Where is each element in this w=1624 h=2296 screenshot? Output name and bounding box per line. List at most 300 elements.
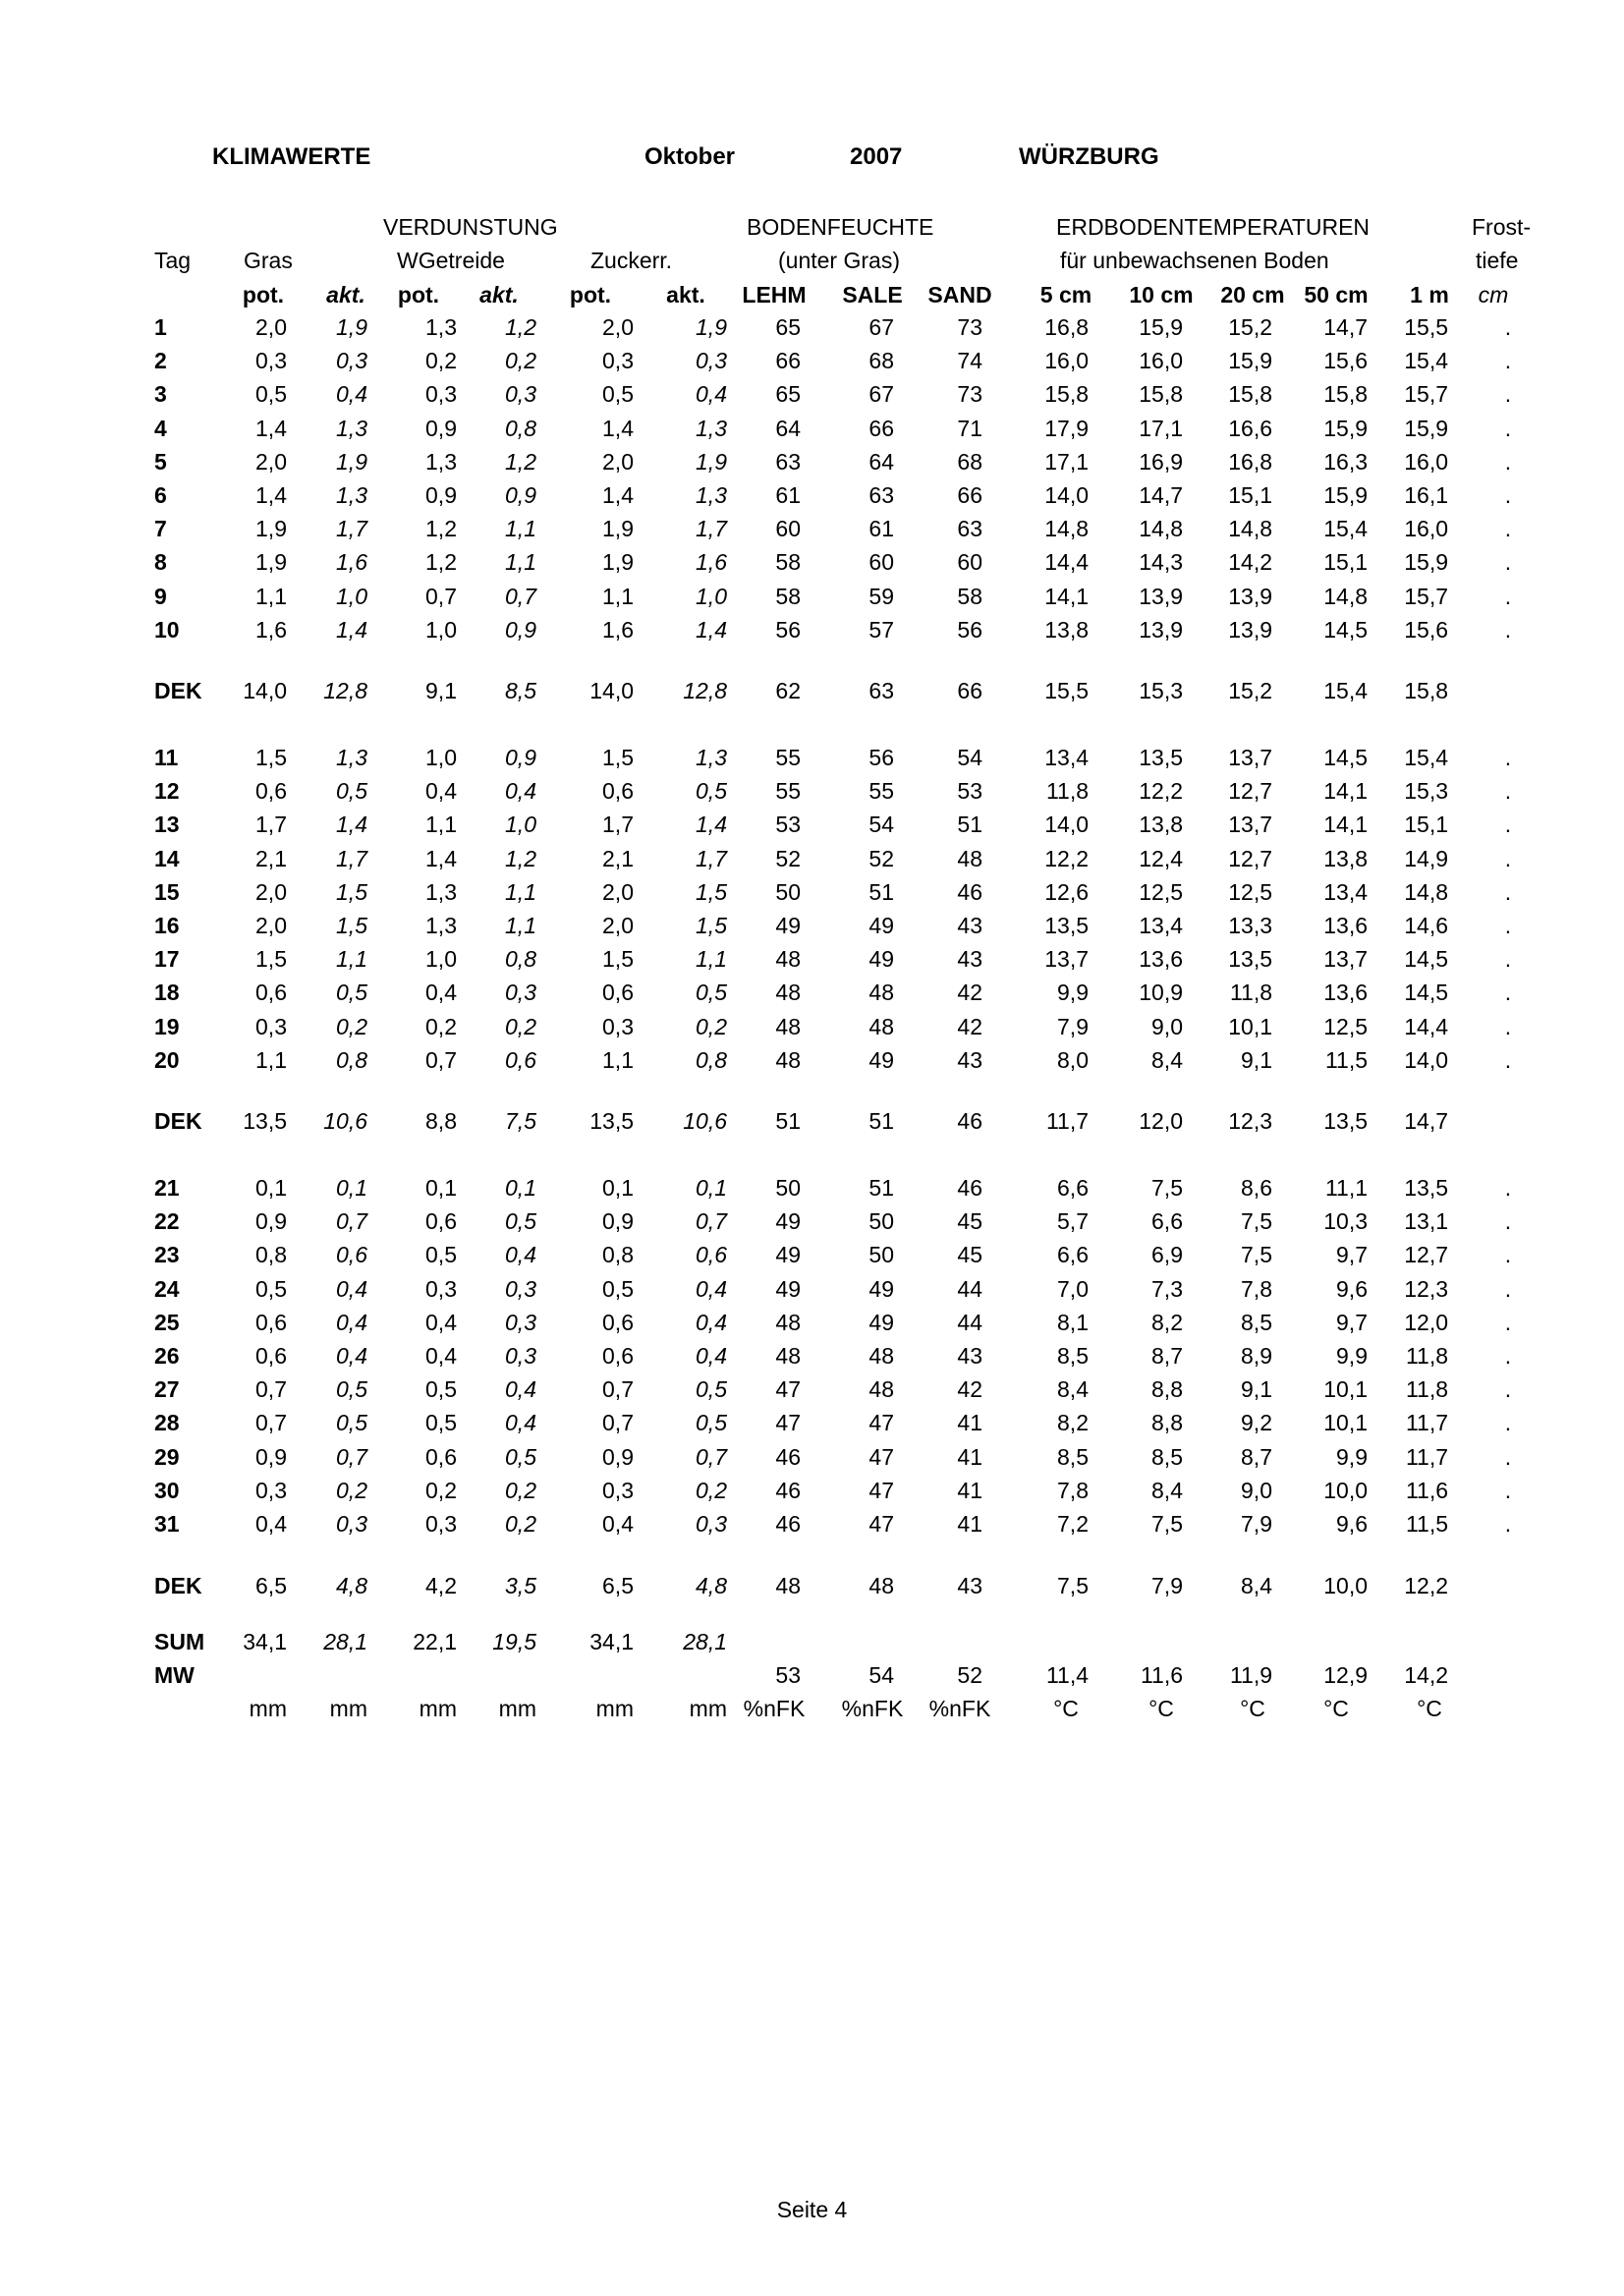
cell-sand: 45 — [957, 1242, 982, 1268]
cell-t20cm: 13,7 — [1228, 812, 1272, 838]
cell-wgetreide-pot: 0,4 — [425, 778, 457, 805]
day-label: 7 — [154, 516, 167, 542]
page-footer: Seite 4 — [776, 2197, 848, 2222]
cell-t5cm: 8,0 — [1057, 1046, 1089, 1073]
cell-sale: 68 — [868, 348, 894, 374]
cell-sand: 54 — [957, 745, 982, 770]
cell-t10cm: 7,5 — [1151, 1511, 1183, 1537]
cell-zuckerr-pot: 1,6 — [602, 616, 634, 643]
cell-sand: 41 — [957, 1410, 982, 1436]
cell-t50cm: 15,4 — [1323, 678, 1368, 703]
cell-sale: 57 — [868, 616, 894, 643]
day-label: 16 — [154, 913, 180, 938]
cell-gras-akt: 1,9 — [336, 314, 367, 340]
cell-gras-pot: 1,4 — [255, 415, 287, 441]
cell-t5cm: 15,5 — [1044, 678, 1089, 703]
cell-t1m: 13,1 — [1404, 1208, 1448, 1235]
subheader-frosttiefe: cm — [1478, 282, 1509, 308]
cell-gras-akt: 0,5 — [336, 980, 367, 1006]
cell-gras-pot: 0,1 — [255, 1175, 287, 1201]
cell-gras-pot: 2,0 — [255, 878, 287, 905]
cell-t10cm: 6,6 — [1151, 1208, 1183, 1235]
cell-t5cm: 15,8 — [1044, 381, 1089, 408]
cell-frosttiefe: . — [1504, 1046, 1512, 1073]
cell-frosttiefe: . — [1504, 980, 1512, 1006]
cell-lehm: 49 — [775, 1275, 801, 1302]
cell-t20cm: °C — [1240, 1696, 1265, 1721]
cell-wgetreide-akt: 1,1 — [505, 913, 536, 938]
cell-zuckerr-akt: 0,3 — [696, 348, 727, 374]
cell-zuckerr-akt: 4,8 — [696, 1573, 727, 1598]
cell-zuckerr-pot: 1,4 — [602, 482, 634, 508]
cell-t5cm: 13,7 — [1044, 946, 1089, 973]
cell-t50cm: 9,9 — [1336, 1343, 1368, 1369]
cell-t1m: 14,6 — [1404, 913, 1448, 938]
cell-t50cm: 15,4 — [1323, 516, 1368, 542]
cell-zuckerr-akt: 1,4 — [696, 812, 727, 838]
cell-t1m: 13,5 — [1404, 1175, 1448, 1201]
cell-wgetreide-pot: 1,2 — [425, 549, 457, 576]
cell-t20cm: 12,5 — [1228, 878, 1272, 905]
cell-t1m: 11,8 — [1405, 1343, 1448, 1369]
cell-t1m: 14,0 — [1404, 1046, 1448, 1073]
cell-sand: 63 — [957, 516, 982, 542]
cell-sale: 56 — [868, 745, 894, 770]
cell-t1m: 11,8 — [1405, 1376, 1448, 1403]
cell-lehm: 48 — [775, 980, 801, 1006]
cell-t5cm: 16,8 — [1044, 314, 1089, 340]
cell-t10cm: 12,5 — [1139, 878, 1183, 905]
cell-t5cm: 7,0 — [1057, 1275, 1089, 1302]
cell-t10cm: 10,9 — [1139, 980, 1183, 1006]
cell-t50cm: 14,5 — [1323, 616, 1368, 643]
cell-t50cm: °C — [1323, 1696, 1349, 1721]
cell-gras-akt: 0,5 — [336, 778, 367, 805]
cell-gras-pot: 2,0 — [255, 913, 287, 938]
cell-wgetreide-akt: 0,4 — [505, 1376, 536, 1403]
cell-wgetreide-akt: 0,8 — [505, 946, 536, 973]
cell-frosttiefe: . — [1504, 415, 1512, 441]
cell-wgetreide-pot: 1,3 — [425, 448, 457, 475]
cell-frosttiefe: . — [1504, 482, 1512, 508]
cell-t20cm: 8,9 — [1241, 1343, 1272, 1369]
cell-lehm: 58 — [775, 549, 801, 576]
cell-t20cm: 7,5 — [1241, 1242, 1272, 1268]
cell-sand: 43 — [957, 1046, 982, 1073]
cell-t1m: 11,6 — [1405, 1477, 1448, 1503]
cell-zuckerr-akt: 0,1 — [696, 1175, 727, 1201]
header-gras: Gras — [244, 248, 293, 273]
cell-t20cm: 15,8 — [1228, 381, 1272, 408]
cell-gras-akt: 0,4 — [336, 1343, 367, 1369]
day-label: 18 — [154, 980, 180, 1006]
subheader-t10cm: 10 cm — [1129, 282, 1194, 308]
cell-gras-akt: 0,2 — [336, 1477, 367, 1503]
cell-t1m: 15,9 — [1404, 549, 1448, 576]
cell-wgetreide-akt: 1,2 — [505, 314, 536, 340]
cell-wgetreide-pot: 0,9 — [425, 482, 457, 508]
month-label: Oktober — [644, 143, 736, 170]
cell-gras-akt: 1,7 — [336, 845, 367, 871]
cell-gras-akt: 0,5 — [336, 1410, 367, 1436]
cell-zuckerr-pot: 34,1 — [589, 1629, 634, 1654]
cell-t20cm: 15,2 — [1228, 678, 1272, 703]
cell-t50cm: 11,5 — [1324, 1046, 1368, 1073]
cell-t50cm: 15,6 — [1323, 348, 1368, 374]
cell-lehm: 48 — [775, 1013, 801, 1039]
cell-sale: 51 — [868, 878, 894, 905]
cell-lehm: 62 — [775, 678, 801, 703]
day-label: 27 — [154, 1376, 180, 1403]
cell-t20cm: 15,9 — [1228, 348, 1272, 374]
cell-t5cm: 8,5 — [1057, 1343, 1089, 1369]
cell-lehm: 66 — [775, 348, 801, 374]
cell-sale: 47 — [868, 1410, 894, 1436]
dekade-label: DEK — [154, 1573, 202, 1598]
cell-zuckerr-pot: 0,5 — [602, 1275, 634, 1302]
cell-lehm: 53 — [775, 1662, 801, 1688]
cell-sale: 52 — [868, 845, 894, 871]
cell-sale: 59 — [868, 583, 894, 609]
cell-zuckerr-akt: 1,5 — [696, 878, 727, 905]
cell-sand: 74 — [957, 348, 982, 374]
cell-zuckerr-akt: 0,6 — [696, 1242, 727, 1268]
cell-wgetreide-akt: 0,3 — [505, 980, 536, 1006]
cell-gras-akt: 1,5 — [336, 878, 367, 905]
cell-frosttiefe: . — [1504, 1275, 1512, 1302]
cell-lehm: 49 — [775, 913, 801, 938]
day-label: 30 — [154, 1477, 180, 1503]
cell-t1m: 16,0 — [1404, 516, 1448, 542]
cell-lehm: 51 — [775, 1108, 801, 1134]
cell-t5cm: 7,5 — [1057, 1573, 1089, 1598]
cell-zuckerr-pot: 2,0 — [602, 448, 634, 475]
cell-t20cm: 8,7 — [1241, 1443, 1272, 1470]
cell-sale: 63 — [868, 482, 894, 508]
cell-t20cm: 13,9 — [1228, 616, 1272, 643]
cell-t50cm: 10,3 — [1323, 1208, 1368, 1235]
cell-sand: 52 — [957, 1662, 982, 1688]
header-tag: Tag — [154, 248, 192, 273]
cell-t10cm: 15,3 — [1139, 678, 1183, 703]
cell-t50cm: 9,6 — [1336, 1511, 1368, 1537]
cell-gras-akt: 0,7 — [336, 1208, 367, 1235]
subheader-wgetreide-akt: akt. — [479, 282, 519, 308]
cell-gras-pot: 0,8 — [255, 1242, 287, 1268]
cell-sale: 51 — [868, 1175, 894, 1201]
cell-t20cm: 9,1 — [1241, 1376, 1272, 1403]
cell-t20cm: 7,5 — [1241, 1208, 1272, 1235]
cell-lehm: 65 — [775, 381, 801, 408]
cell-t10cm: 6,9 — [1151, 1242, 1183, 1268]
cell-zuckerr-akt: 1,7 — [696, 845, 727, 871]
cell-gras-akt: 0,4 — [336, 1275, 367, 1302]
cell-zuckerr-akt: 0,2 — [696, 1477, 727, 1503]
cell-lehm: 46 — [775, 1477, 801, 1503]
cell-zuckerr-pot: 0,1 — [602, 1175, 634, 1201]
cell-sand: 68 — [957, 448, 982, 475]
cell-gras-pot: 0,3 — [255, 348, 287, 374]
cell-zuckerr-pot: 0,8 — [602, 1242, 634, 1268]
cell-gras-pot: 1,9 — [255, 549, 287, 576]
cell-frosttiefe: . — [1504, 878, 1512, 905]
day-label: 26 — [154, 1343, 180, 1369]
cell-t20cm: 9,1 — [1241, 1046, 1272, 1073]
cell-t10cm: 14,7 — [1139, 482, 1183, 508]
cell-sand: 42 — [957, 980, 982, 1006]
cell-t50cm: 14,5 — [1323, 745, 1368, 770]
cell-t1m: 15,4 — [1404, 348, 1448, 374]
cell-wgetreide-akt: 0,4 — [505, 1410, 536, 1436]
day-label: 21 — [154, 1175, 180, 1201]
cell-wgetreide-pot: 1,3 — [425, 314, 457, 340]
cell-t10cm: 13,9 — [1139, 583, 1183, 609]
cell-lehm: 55 — [775, 745, 801, 770]
cell-gras-akt: 12,8 — [323, 678, 367, 703]
cell-wgetreide-pot: 9,1 — [425, 678, 457, 703]
cell-t20cm: 14,8 — [1228, 516, 1272, 542]
cell-t1m: 16,0 — [1404, 448, 1448, 475]
cell-frosttiefe: . — [1504, 812, 1512, 838]
subheader-zuckerr-akt: akt. — [666, 282, 705, 308]
cell-gras-akt: 1,7 — [336, 516, 367, 542]
cell-zuckerr-pot: 0,7 — [602, 1410, 634, 1436]
cell-t50cm: 9,7 — [1336, 1309, 1368, 1335]
subheader-t50cm: 50 cm — [1304, 282, 1369, 308]
cell-wgetreide-pot: 0,5 — [425, 1242, 457, 1268]
cell-wgetreide-pot: 0,3 — [425, 381, 457, 408]
cell-wgetreide-pot: 0,3 — [425, 1275, 457, 1302]
cell-lehm: 48 — [775, 1343, 801, 1369]
cell-wgetreide-pot: 1,0 — [425, 616, 457, 643]
cell-gras-akt: 1,3 — [336, 415, 367, 441]
cell-gras-pot: 0,9 — [255, 1443, 287, 1470]
day-label: 13 — [154, 812, 180, 838]
cell-sale: 51 — [868, 1108, 894, 1134]
subheader-wgetreide-pot: pot. — [397, 282, 440, 308]
cell-zuckerr-pot: 0,4 — [602, 1511, 634, 1537]
cell-zuckerr-pot: 2,0 — [602, 314, 634, 340]
cell-sale: 48 — [868, 1376, 894, 1403]
cell-sale: 64 — [868, 448, 894, 475]
cell-sand: 73 — [957, 381, 982, 408]
cell-t10cm: 15,9 — [1139, 314, 1183, 340]
cell-zuckerr-akt: 1,3 — [696, 482, 727, 508]
cell-t5cm: 13,5 — [1044, 913, 1089, 938]
day-label: 31 — [154, 1511, 180, 1537]
cell-lehm: 63 — [775, 448, 801, 475]
cell-t5cm: 13,8 — [1044, 616, 1089, 643]
cell-wgetreide-akt: 3,5 — [505, 1573, 536, 1598]
day-label: 29 — [154, 1443, 180, 1470]
cell-zuckerr-pot: 2,0 — [602, 913, 634, 938]
cell-t10cm: 17,1 — [1139, 415, 1183, 441]
cell-t20cm: 13,7 — [1228, 745, 1272, 770]
cell-t1m: 15,8 — [1404, 678, 1448, 703]
cell-t5cm: 7,9 — [1057, 1013, 1089, 1039]
cell-wgetreide-akt: 0,2 — [505, 1013, 536, 1039]
cell-t1m: 12,7 — [1404, 1242, 1448, 1268]
cell-sand: 51 — [957, 812, 982, 838]
cell-t10cm: 8,5 — [1151, 1443, 1183, 1470]
cell-gras-akt: 1,4 — [336, 812, 367, 838]
cell-t10cm: 13,5 — [1139, 745, 1183, 770]
cell-lehm: 60 — [775, 516, 801, 542]
cell-t5cm: 7,8 — [1057, 1477, 1089, 1503]
cell-t1m: °C — [1417, 1696, 1442, 1721]
cell-zuckerr-akt: 1,7 — [696, 516, 727, 542]
cell-wgetreide-akt: 0,3 — [505, 1343, 536, 1369]
cell-t1m: 14,4 — [1404, 1013, 1448, 1039]
cell-lehm: 64 — [775, 415, 801, 441]
day-label: 24 — [154, 1275, 180, 1302]
cell-zuckerr-akt: 0,2 — [696, 1013, 727, 1039]
cell-zuckerr-akt: 1,3 — [696, 415, 727, 441]
cell-t50cm: 12,5 — [1323, 1013, 1368, 1039]
cell-frosttiefe: . — [1504, 1013, 1512, 1039]
station-label: WÜRZBURG — [1019, 143, 1159, 170]
cell-gras-akt: 0,8 — [336, 1046, 367, 1073]
cell-sand: 45 — [957, 1208, 982, 1235]
cell-t50cm: 10,0 — [1323, 1573, 1368, 1598]
cell-lehm: 61 — [775, 482, 801, 508]
cell-wgetreide-pot: 0,5 — [425, 1376, 457, 1403]
cell-sand: 41 — [957, 1511, 982, 1537]
cell-sale: 49 — [868, 913, 894, 938]
cell-gras-akt: 1,0 — [336, 583, 367, 609]
cell-lehm: 48 — [775, 1573, 801, 1598]
cell-wgetreide-akt: 0,3 — [505, 1275, 536, 1302]
cell-zuckerr-akt: 10,6 — [683, 1108, 727, 1134]
cell-t10cm: 13,4 — [1139, 913, 1183, 938]
cell-sand: 58 — [957, 583, 982, 609]
cell-t20cm: 15,2 — [1228, 314, 1272, 340]
cell-wgetreide-akt: 0,9 — [505, 745, 536, 770]
cell-zuckerr-akt: 1,1 — [696, 946, 727, 973]
cell-zuckerr-pot: 0,6 — [602, 1309, 634, 1335]
cell-zuckerr-akt: 0,5 — [696, 1376, 727, 1403]
cell-zuckerr-pot: 0,7 — [602, 1376, 634, 1403]
cell-gras-pot: 2,0 — [255, 314, 287, 340]
cell-t50cm: 15,1 — [1323, 549, 1368, 576]
cell-wgetreide-pot: 1,1 — [425, 812, 457, 838]
cell-t10cm: 13,6 — [1139, 946, 1183, 973]
cell-gras-pot: 0,3 — [255, 1013, 287, 1039]
cell-wgetreide-pot: 0,3 — [425, 1511, 457, 1537]
cell-t20cm: 11,9 — [1229, 1662, 1272, 1688]
cell-sand: 43 — [957, 913, 982, 938]
cell-gras-pot: 0,6 — [255, 980, 287, 1006]
cell-frosttiefe: . — [1504, 1175, 1512, 1201]
cell-t10cm: 13,9 — [1139, 616, 1183, 643]
cell-lehm: 50 — [775, 878, 801, 905]
cell-gras-pot: 14,0 — [243, 678, 287, 703]
cell-wgetreide-akt: 1,2 — [505, 448, 536, 475]
cell-frosttiefe: . — [1504, 516, 1512, 542]
cell-zuckerr-pot: 0,6 — [602, 1343, 634, 1369]
day-label: 28 — [154, 1410, 180, 1436]
cell-t5cm: 17,9 — [1044, 415, 1089, 441]
cell-t20cm: 15,1 — [1228, 482, 1272, 508]
cell-gras-pot: 13,5 — [243, 1108, 287, 1134]
day-label: 22 — [154, 1208, 180, 1235]
cell-lehm: 46 — [775, 1511, 801, 1537]
cell-t10cm: °C — [1148, 1696, 1174, 1721]
cell-zuckerr-akt: 0,4 — [696, 1343, 727, 1369]
cell-t10cm: 14,8 — [1139, 516, 1183, 542]
cell-gras-pot: 0,5 — [255, 1275, 287, 1302]
cell-wgetreide-pot: 1,3 — [425, 913, 457, 938]
cell-lehm: 48 — [775, 1309, 801, 1335]
cell-t10cm: 7,3 — [1151, 1275, 1183, 1302]
cell-gras-akt: 1,9 — [336, 448, 367, 475]
cell-zuckerr-pot: 1,1 — [602, 583, 634, 609]
cell-t5cm: 11,8 — [1045, 778, 1089, 805]
subheader-lehm: LEHM — [742, 282, 807, 308]
cell-t5cm: 14,0 — [1044, 482, 1089, 508]
cell-zuckerr-pot: 1,5 — [602, 745, 634, 770]
cell-lehm: 47 — [775, 1410, 801, 1436]
cell-sale: 47 — [868, 1477, 894, 1503]
day-label: 9 — [154, 583, 167, 609]
cell-t50cm: 14,1 — [1323, 812, 1368, 838]
dekade-label: DEK — [154, 1108, 202, 1134]
cell-zuckerr-akt: 0,4 — [696, 381, 727, 408]
cell-wgetreide-pot: 0,4 — [425, 1309, 457, 1335]
cell-t50cm: 15,9 — [1323, 482, 1368, 508]
cell-zuckerr-pot: 1,9 — [602, 549, 634, 576]
cell-t5cm: 11,4 — [1045, 1662, 1089, 1688]
cell-t50cm: 14,7 — [1323, 314, 1368, 340]
cell-sale: 67 — [868, 314, 894, 340]
cell-zuckerr-akt: 1,0 — [696, 583, 727, 609]
cell-t5cm: 8,4 — [1057, 1376, 1089, 1403]
cell-gras-akt: 1,3 — [336, 745, 367, 770]
day-label: 23 — [154, 1242, 180, 1268]
cell-t20cm: 10,1 — [1228, 1013, 1272, 1039]
cell-sand: 41 — [957, 1443, 982, 1470]
cell-t1m: 11,7 — [1405, 1443, 1448, 1470]
cell-t10cm: 12,2 — [1139, 778, 1183, 805]
cell-wgetreide-akt: 0,1 — [505, 1175, 536, 1201]
cell-zuckerr-pot: 1,1 — [602, 1046, 634, 1073]
cell-frosttiefe: . — [1504, 348, 1512, 374]
cell-frosttiefe: . — [1504, 946, 1512, 973]
cell-wgetreide-akt: 0,9 — [505, 616, 536, 643]
cell-wgetreide-akt: 0,2 — [505, 348, 536, 374]
cell-frosttiefe: . — [1504, 448, 1512, 475]
cell-sale: 47 — [868, 1443, 894, 1470]
cell-wgetreide-pot: 0,4 — [425, 1343, 457, 1369]
cell-gras-akt: 0,1 — [336, 1175, 367, 1201]
cell-frosttiefe: . — [1504, 778, 1512, 805]
cell-sale: 54 — [868, 1662, 894, 1688]
cell-frosttiefe: . — [1504, 1443, 1512, 1470]
cell-t5cm: 17,1 — [1044, 448, 1089, 475]
header-erdbodentemperaturen: ERDBODENTEMPERATUREN — [1056, 214, 1371, 240]
cell-gras-akt: mm — [329, 1696, 367, 1721]
cell-t5cm: °C — [1053, 1696, 1079, 1721]
cell-gras-pot: 2,0 — [255, 448, 287, 475]
cell-gras-pot: 2,1 — [255, 845, 287, 871]
cell-lehm: 50 — [775, 1175, 801, 1201]
cell-zuckerr-akt: 28,1 — [683, 1629, 727, 1654]
cell-t5cm: 12,6 — [1044, 878, 1089, 905]
cell-t50cm: 15,8 — [1323, 381, 1368, 408]
cell-frosttiefe: . — [1504, 1511, 1512, 1537]
cell-frosttiefe: . — [1504, 583, 1512, 609]
cell-t5cm: 14,0 — [1044, 812, 1089, 838]
